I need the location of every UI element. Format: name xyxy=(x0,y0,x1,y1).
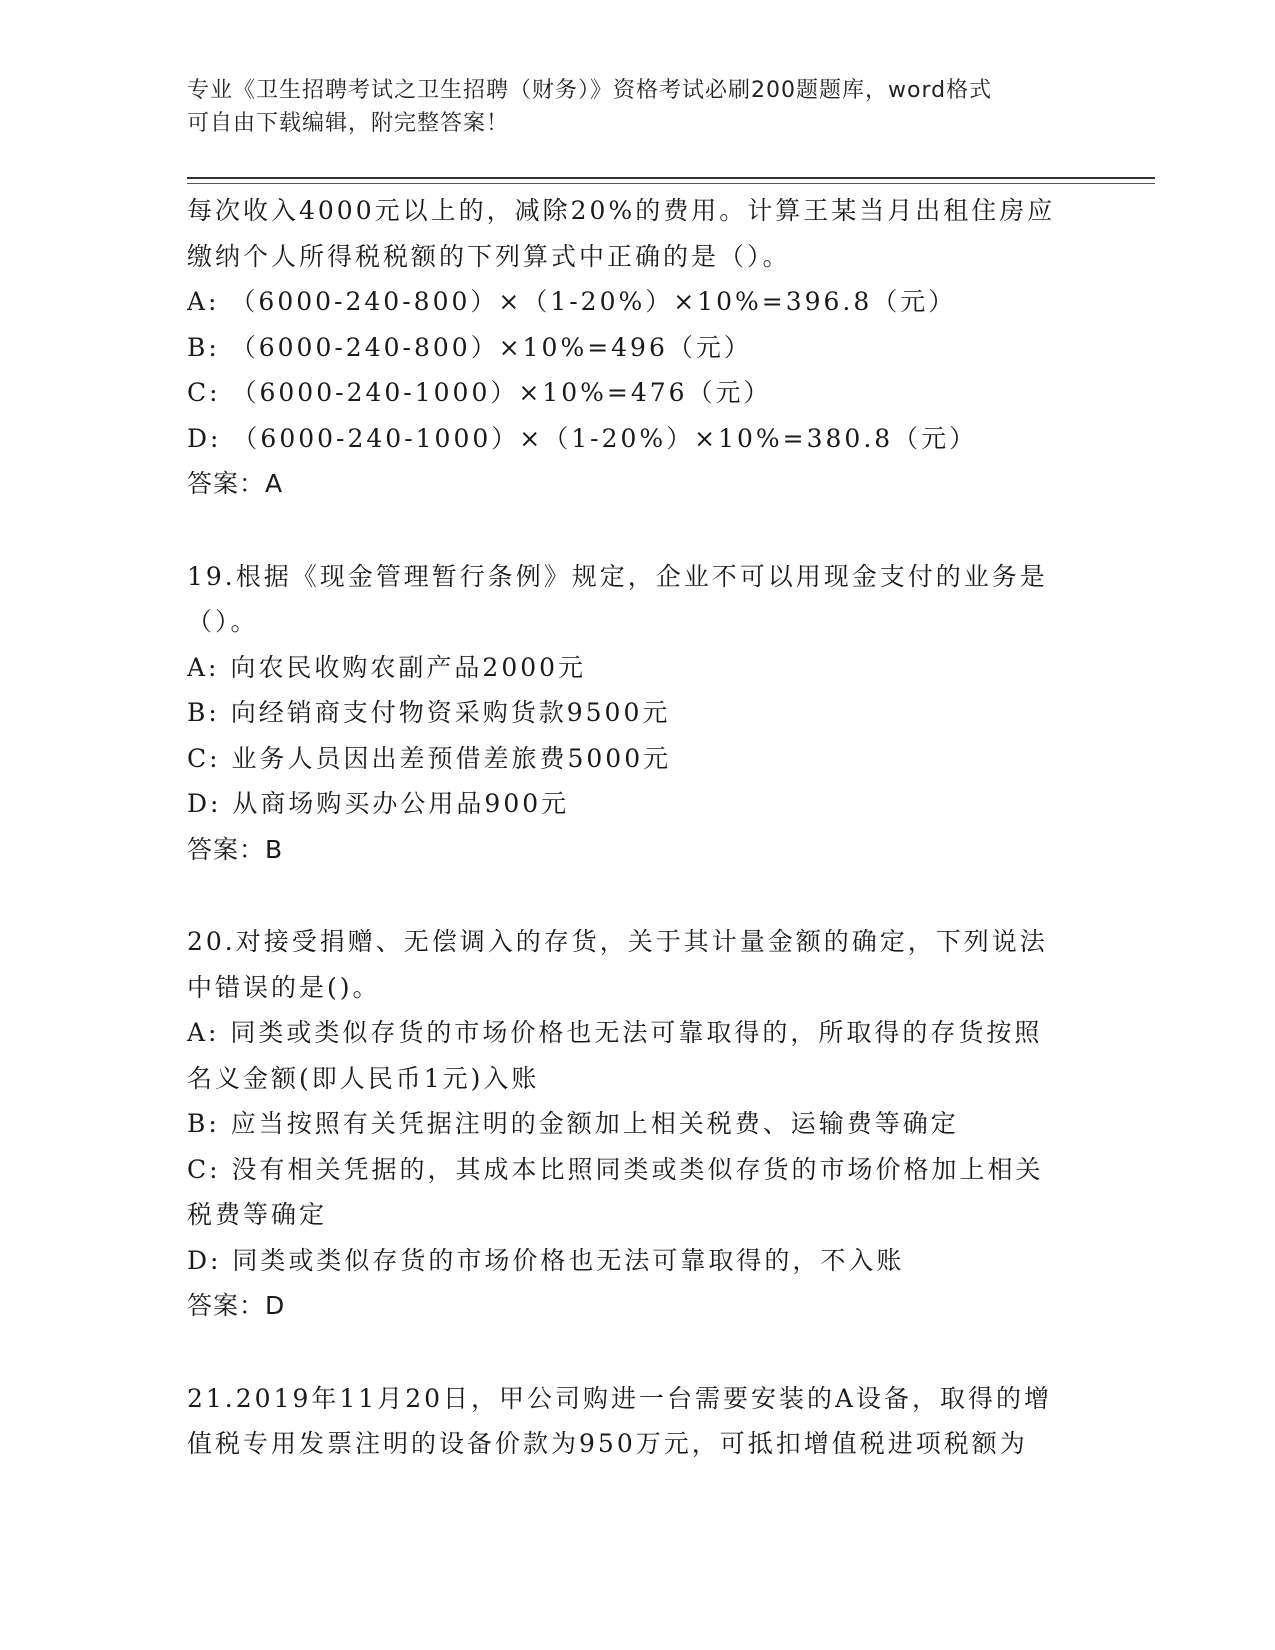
question-text-line: （）。 xyxy=(187,607,259,636)
option-c: C: 业务人员因出差预借差旅费5000元 xyxy=(187,743,672,773)
answer-label: 答案：B xyxy=(187,834,284,864)
header-divider-thick xyxy=(187,177,1155,179)
question-text-line: 21.2019年11月20日，甲公司购进一台需要安装的A设备，取得的增 xyxy=(187,1383,1053,1413)
option-b: B: 向经销商支付物资采购货款9500元 xyxy=(187,698,671,727)
option-a-continued: 名义金额(即人民币1元)入账 xyxy=(187,1063,540,1093)
spacer xyxy=(187,872,1087,919)
option-a: A: （6000-240-800）×（1-20%）×10%=396.8（元） xyxy=(187,287,957,316)
answer-label: 答案：A xyxy=(187,469,284,498)
question-text-line: 每次收入4000元以上的，减除20%的费用。计算王某当月出租住房应 xyxy=(187,196,1056,225)
question-20-block xyxy=(187,919,1087,1329)
option-c-continued: 税费等确定 xyxy=(187,1200,328,1229)
question-text-line: 缴纳个人所得税税额的下列算式中正确的是（）。 xyxy=(187,241,791,271)
question-content xyxy=(187,188,1087,1467)
question-text-line: 中错误的是()。 xyxy=(187,972,381,1002)
spacer xyxy=(187,1329,1087,1376)
spacer xyxy=(187,507,1087,554)
header-line-1: 专业《卫生招聘考试之卫生招聘（财务）》资格考试必刷200题题库，word格式 xyxy=(187,78,993,103)
option-c: C: （6000-240-1000）×10%=476（元） xyxy=(187,378,772,407)
option-d: D: （6000-240-1000）×（1-20%）×10%=380.8（元） xyxy=(187,423,978,453)
question-19-block xyxy=(187,554,1087,873)
option-c: C: 没有相关凭据的，其成本比照同类或类似存货的市场价格加上相关 xyxy=(187,1154,1044,1184)
header-divider-thin xyxy=(187,183,1155,184)
option-b: B: 应当按照有关凭据注明的金额加上相关税费、运输费等确定 xyxy=(187,1109,959,1138)
question-text-line: 20.对接受捐赠、无偿调入的存货，关于其计量金额的确定，下列说法 xyxy=(187,927,1048,956)
answer-label: 答案：D xyxy=(187,1291,286,1320)
option-d: D: 从商场购买办公用品900元 xyxy=(187,789,570,818)
question-text-line: 19.根据《现金管理暂行条例》规定，企业不可以用现金支付的业务是 xyxy=(187,561,1048,591)
question-21-block xyxy=(187,1376,1087,1467)
header-line-2: 可自由下载编辑，附完整答案！ xyxy=(187,111,510,136)
option-a: A: 同类或类似存货的市场价格也无法可靠取得的，所取得的存货按照 xyxy=(187,1018,1043,1047)
document-header xyxy=(187,74,1087,140)
question-18-block xyxy=(187,188,1087,507)
option-a: A: 向农民收购农副产品2000元 xyxy=(187,652,587,682)
question-text-line: 值税专用发票注明的设备价款为950万元，可抵扣增值税进项税额为 xyxy=(187,1429,1028,1458)
option-b: B: （6000-240-800）×10%=496（元） xyxy=(187,332,752,362)
option-d: D: 同类或类似存货的市场价格也无法可靠取得的，不入账 xyxy=(187,1245,905,1275)
